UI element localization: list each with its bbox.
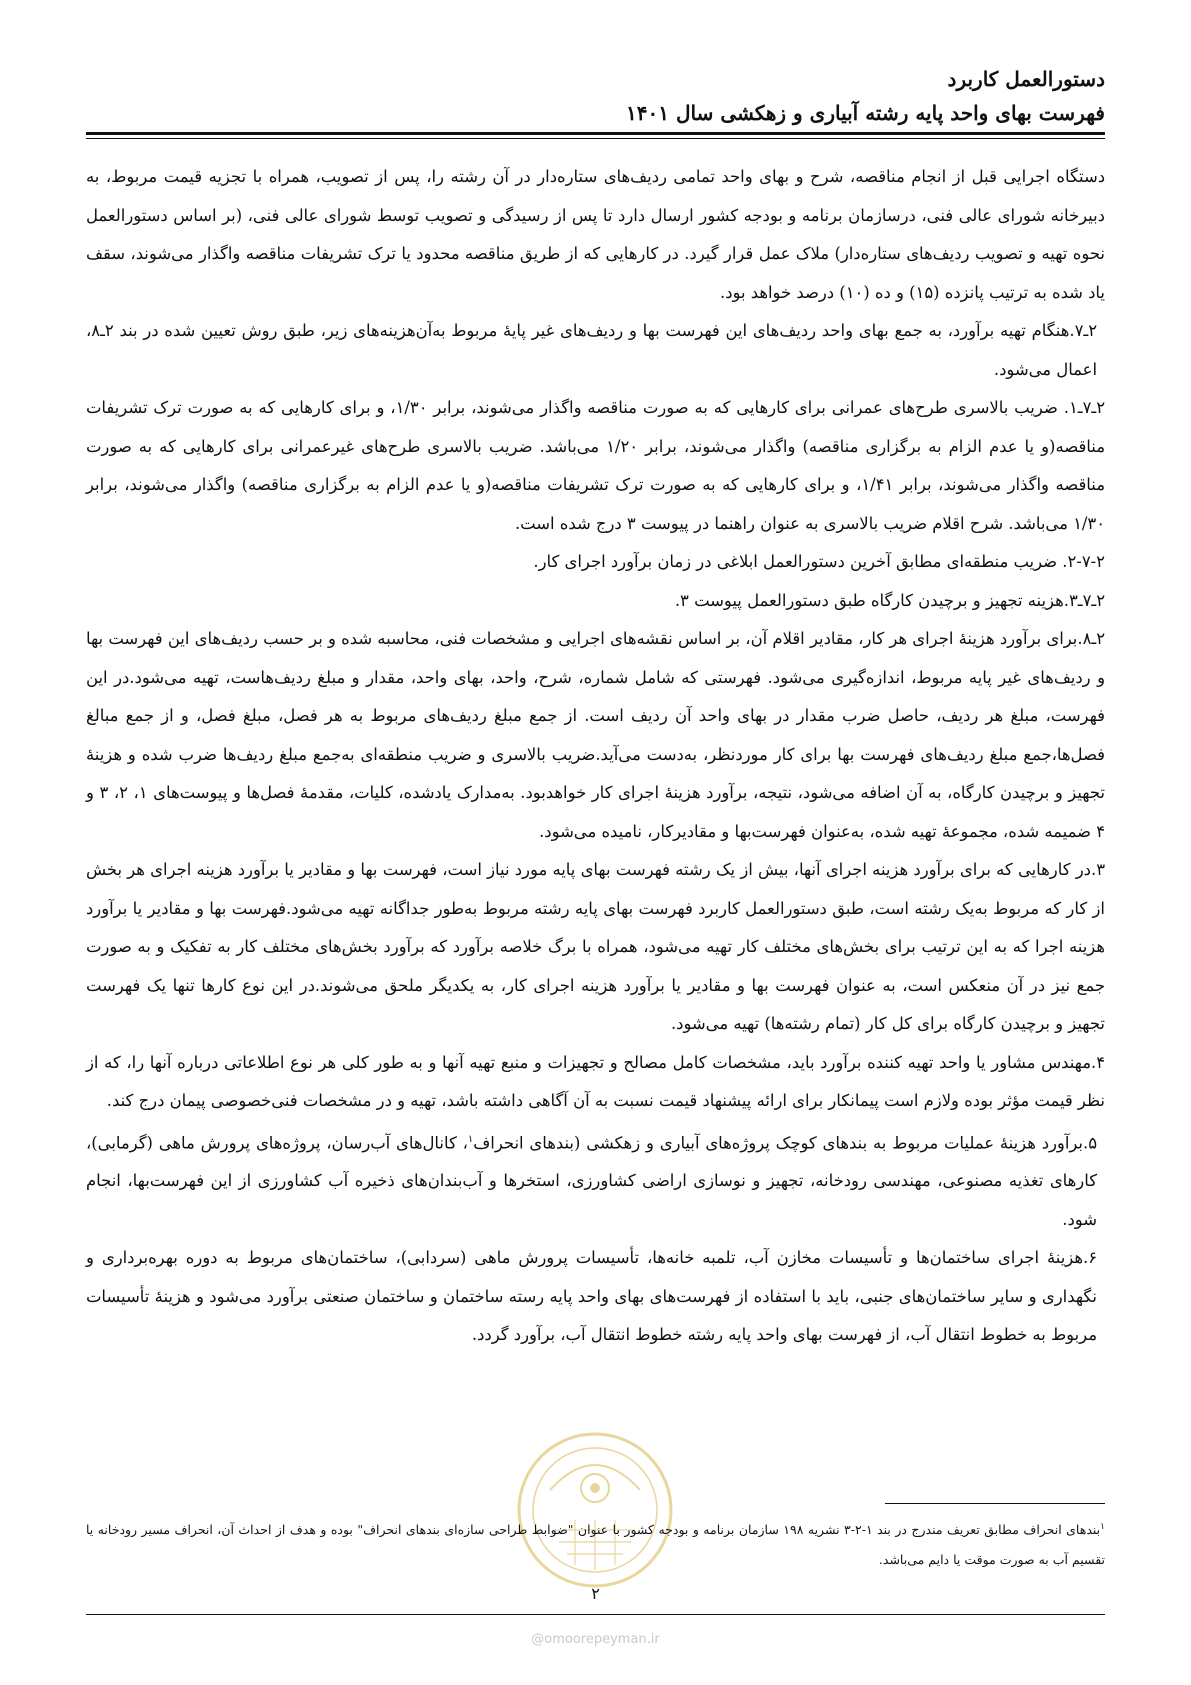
- header-title: دستورالعمل کاربرد: [947, 67, 1105, 91]
- footnote-ref[interactable]: ۱: [467, 1133, 474, 1145]
- watermark-url: @omoorepeyman.ir: [531, 1632, 660, 1647]
- paragraph-2-7-2: ۲-۷-۲. ضریب منطقه‌ای مطابق آخرین دستورالعمل ابلاغی در زمان برآورد اجرای کار.: [533, 552, 1105, 571]
- paragraph-3: ۳.در کارهایی که برای برآورد هزینه اجرای آنها، بیش از یک رشته فهرست بهای پایه مورد نیاز است، فهرست بها و مقادیر یا برآورد هزینه اجرای هر بخش از کار که مربوط به‌یک رشته است، طبق دستورالعمل کاربرد فهرست بهای پایه رشته مربوط به‌طور جداگانه تهیه می‌شود.فهرست بها و مقادیر یا برآورد هزینه اجرا که به این ترتیب برای بخش‌های مختلف کار تهیه می‌شود، همراه با برگ خلاصه برآورد که برآورد بخش‌های مختلف کار به تفکیک و به صورت جمع نیز در آن منعکس است، به عنوان فهرست بها و مقادیر یا برآورد هزینه اجرای کار، به یکدیگر ملحق می‌شوند.در این نوع کارها تنها یک فهرست تجهیز و برچیدن کارگاه برای کل کار (تمام رشته‌ها) تهیه می‌شود.: [86, 860, 1105, 1033]
- page-number: ۲: [591, 1584, 600, 1603]
- header-rule-thick: [86, 132, 1105, 135]
- paragraph-2-7-1: ۲ـ۷ـ۱. ضریب بالاسری طرح‌های عمرانی برای کارهایی که به صورت مناقصه واگذار می‌شوند، برابر ۱/۳۰، و برای کارهایی که به صورت ترک تشریفات مناقصه(و یا عدم الزام به برگزاری مناقصه) واگذار می‌شوند، برابر ۱/۲۰ می‌باشد. ضریب بالاسری طرح‌های غیرعمرانی برای کارهایی که به صورت مناقصه واگذار می‌شوند، برابر ۱/۴۱، و برای کارهایی که به صورت ترک تشریفات مناقصه(و یا عدم الزام به برگزاری مناقصه) واگذار می‌شوند، برابر ۱/۳۰ می‌باشد. شرح اقلام ضریب بالاسری به عنوان راهنما در پیوست ۳ درج شده است.: [86, 398, 1106, 533]
- paragraph-2-8: ۲ـ۸.برای برآورد هزینهٔ اجرای هر کار، مقادیر اقلام آن، بر اساس نقشه‌های اجرایی و مشخصات فنی، محاسبه شده و بر حسب ردیف‌های این فهرست بها و ردیف‌های غیر پایه مربوط، اندازه‌گیری می‌شود. فهرستی که شامل شماره، شرح، واحد، بهای واحد، مقدار و مبلغ ردیف‌هاست، تهیه می‌شود.در این فهرست، مبلغ هر ردیف، حاصل ضرب مقدار در بهای واحد آن ردیف است. از جمع مبلغ ردیف‌های مربوط به هر فصل، مبلغ فصل، و از جمع مبالغ فصل‌ها،جمع مبلغ ردیف‌های فهرست بها برای کار موردنظر، به‌دست می‌آید.ضریب بالاسری و ضریب منطقه‌ای به‌جمع مبلغ ردیف‌ها ضرب شده و هزینهٔ تجهیز و برچیدن کارگاه، به آن اضافه می‌شود، نتیجه، برآورد هزینهٔ اجرای کار خواهدبود. به‌مدارک یادشده، کلیات، مقدمهٔ فصل‌ها و پیوست‌های ۱، ۲، ۳ و ۴ ضمیمه شده، مجموعهٔ تهیه شده، به‌عنوان فهرست‌بها و مقادیرکار، نامیده می‌شود.: [86, 629, 1105, 841]
- footnote: [86, 1512, 1105, 1575]
- footnote-separator: [885, 1503, 1105, 1504]
- page-header: [86, 62, 1105, 130]
- paragraph-5-end: ، کانال‌های آب‌رسان، پروژه‌های پرورش ماهی (گرمابی)، کارهای تغذیه مصنوعی، مهندسی رودخانه، تجهیز و نوسازی اراضی کشاورزی، استخرها و آب‌بندان‌های ذخیره آب کشاورزی از این فهرست‌بها، انجام شود.: [86, 1132, 1097, 1229]
- header-subtitle: فهرست بهای واحد پایه رشته آبیاری و زهکشی سال ۱۴۰۱: [626, 101, 1105, 125]
- paragraph-5-start: ۵.برآورد هزینهٔ عملیات مربوط به بندهای کوچک پروژه‌های آبیاری و زهکشی (بندهای انحراف: [473, 1132, 1098, 1152]
- footnote-marker: ۱: [1100, 1522, 1105, 1532]
- paragraph-2-7: ۲ـ۷.هنگام تهیه برآورد، به جمع بهای واحد ردیف‌های این فهرست بها و ردیف‌های غیر پایهٔ مربوط به‌آن‌هزینه‌های زیر، طبق روش تعیین شده در بند ۲ـ۸، اعمال می‌شود.: [86, 321, 1097, 379]
- footer-rule: [86, 1614, 1105, 1615]
- paragraph-2-7-3: ۲ـ۷ـ۳.هزینه تجهیز و برچیدن کارگاه طبق دستورالعمل پیوست ۳.: [674, 590, 1105, 610]
- paragraph-1: دستگاه اجرایی قبل از انجام مناقصه، شرح و بهای واحد تمامی ردیف‌های ستاره‌دار در آن رشته را، پس از تصویب، همراه با تجزیه قیمت مربوط، به دبیرخانه شورای عالی فنی، درسازمان برنامه و بودجه کشور ارسال دارد تا پس از رسیدگی و تصویب توسط شورای عالی فنی، (بر اساس دستورالعمل نحوه تهیه و تصویب ردیف‌های ستاره‌دار) ملاک عمل قرار گیرد. در کارهایی که از طریق مناقصه محدود یا ترک تشریفات مناقصه واگذار می‌شوند، سقف یاد شده به ترتیب پانزده (۱۵) و ده (۱۰) درصد خواهد بود.: [86, 167, 1105, 302]
- document-body: [86, 158, 1105, 1355]
- paragraph-5: [86, 1121, 1105, 1240]
- paragraph-4: ۴.مهندس مشاور یا واحد تهیه کننده برآورد باید، مشخصات کامل مصالح و تجهیزات و منبع تهیه آنها و به طور کلی هر نوع اطلاعاتی درباره آنها را، که از نظر قیمت مؤثر بوده ولازم است پیمانکار برای ارائه پیشنهاد قیمت نسبت به آن آگاهی داشته باشد، تهیه و در مشخصات فنی‌خصوصی پیمان درج کند.: [86, 1052, 1105, 1110]
- header-rule-thin: [86, 138, 1105, 139]
- paragraph-6: ۶.هزینهٔ اجرای ساختمان‌ها و تأسیسات مخازن آب، تلمبه خانه‌ها، تأسیسات پرورش ماهی (سردابی)، ساختمان‌های مربوط به دوره بهره‌برداری و نگهداری و سایر ساختمان‌های جنبی، باید با استفاده از فهرست‌های بهای واحد پایه رسته ساختمان و ساختمان صنعتی برآورد می‌شود و هزینهٔ تأسیسات مربوط به خطوط انتقال آب، از فهرست بهای واحد پایه رشته خطوط انتقال آب، برآورد گردد.: [86, 1248, 1097, 1345]
- footnote-text: بندهای انحراف مطابق تعریف مندرج در بند ۱-۲-۳ نشریه ۱۹۸ سازمان برنامه و بودجه کشور با عنوان "ضوابط طراحی سازه‌ای بندهای انحراف" بوده و هدف از احداث آن، انحراف مسیر رودخانه یا تقسیم آب به صورت موقت یا دایم می‌باشد.: [86, 1522, 1105, 1568]
